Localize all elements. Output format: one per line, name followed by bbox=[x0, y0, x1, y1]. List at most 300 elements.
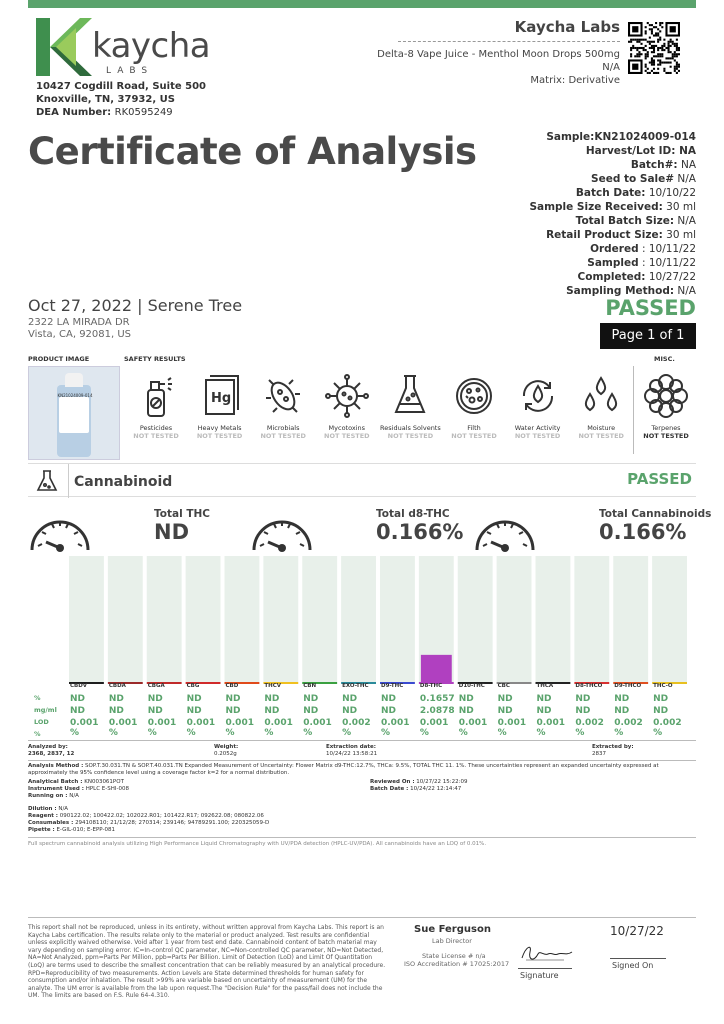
signer-license: State License # n/a ISO Accreditation # 17025:2017 bbox=[404, 952, 510, 968]
qr-module bbox=[657, 72, 659, 74]
qr-module bbox=[663, 49, 665, 51]
qr-module bbox=[653, 51, 655, 53]
safety-test-moisture bbox=[569, 366, 633, 454]
qr-module bbox=[663, 39, 665, 41]
sample-info-row: Batch Date: 10/10/22 bbox=[575, 187, 696, 199]
qr-module bbox=[676, 43, 678, 45]
pipette: Pipette : E-GIL-010; E-EPP-081 bbox=[28, 827, 115, 833]
signer-title: Lab Director bbox=[432, 937, 472, 945]
qr-module bbox=[661, 53, 663, 55]
reviewed-on: Reviewed On : 10/27/22 15:22:09 bbox=[370, 779, 468, 785]
qr-module bbox=[676, 66, 678, 68]
gauge-icon bbox=[28, 508, 92, 558]
qr-module bbox=[674, 45, 676, 47]
footer-divider bbox=[28, 917, 696, 918]
analyte-label: THC-O bbox=[653, 683, 673, 689]
qr-module bbox=[661, 26, 663, 28]
value-percent: ND bbox=[342, 694, 358, 704]
qr-module bbox=[640, 43, 642, 45]
qr-module bbox=[645, 30, 647, 32]
qr-module bbox=[638, 51, 640, 53]
qr-module bbox=[678, 64, 680, 66]
qr-module bbox=[674, 68, 676, 70]
value-lod-unit: % bbox=[108, 728, 118, 738]
kaycha-logo-mark-icon bbox=[36, 18, 92, 76]
overall-status-badge: PASSED bbox=[605, 296, 696, 320]
qr-module bbox=[630, 39, 632, 41]
qr-module bbox=[672, 55, 674, 57]
qr-module bbox=[651, 32, 653, 34]
value-percent: ND bbox=[147, 694, 163, 704]
qr-module bbox=[653, 55, 655, 57]
qr-module bbox=[651, 45, 653, 47]
qr-module bbox=[643, 47, 645, 49]
qr-module bbox=[657, 55, 659, 57]
value-mg-ml: ND bbox=[653, 706, 669, 716]
qr-module bbox=[634, 39, 636, 41]
sample-info-row: Sample:KN21024009-014 bbox=[546, 131, 696, 143]
value-lod-unit: % bbox=[653, 728, 663, 738]
value-mg-ml: ND bbox=[108, 706, 124, 716]
qr-module bbox=[655, 34, 657, 36]
qr-module bbox=[651, 28, 653, 30]
value-lod: 0.001 bbox=[419, 718, 449, 728]
safety-test-microbials bbox=[251, 366, 315, 454]
qr-module bbox=[636, 55, 638, 57]
signature-line bbox=[518, 968, 572, 969]
row-label-percent: % bbox=[34, 694, 41, 702]
qr-module bbox=[674, 70, 676, 72]
qr-module bbox=[676, 39, 678, 41]
qr-module bbox=[655, 45, 657, 47]
value-lod: 0.001 bbox=[108, 718, 138, 728]
bar-background bbox=[69, 556, 104, 682]
safety-results-label: SAFETY RESULTS bbox=[124, 355, 186, 363]
qr-module bbox=[672, 43, 674, 45]
bar-background bbox=[613, 556, 648, 682]
value-percent: ND bbox=[497, 694, 513, 704]
qr-module bbox=[670, 39, 672, 41]
qr-module bbox=[630, 53, 632, 55]
qr-module bbox=[645, 45, 647, 47]
qr-module bbox=[649, 28, 651, 30]
qr-module bbox=[645, 49, 647, 51]
value-percent: ND bbox=[536, 694, 552, 704]
qr-module bbox=[645, 55, 647, 57]
qr-module bbox=[659, 39, 661, 41]
lab-name: Kaycha Labs bbox=[514, 18, 620, 36]
qr-module bbox=[665, 57, 667, 59]
safety-test-status: NOT TESTED bbox=[451, 432, 497, 440]
qr-module bbox=[653, 45, 655, 47]
safety-test-name: Mycotoxins bbox=[328, 424, 366, 432]
bar-background bbox=[341, 556, 376, 682]
qr-module bbox=[668, 49, 670, 51]
value-lod: 0.001 bbox=[303, 718, 332, 728]
value-percent: 0.1657 bbox=[419, 694, 455, 704]
qr-module bbox=[638, 55, 640, 57]
qr-finder bbox=[632, 26, 638, 32]
total-value: 0.166% bbox=[599, 520, 687, 544]
qr-module bbox=[657, 47, 659, 49]
value-lod: 0.002 bbox=[614, 718, 643, 728]
qr-module bbox=[668, 62, 670, 64]
qr-module bbox=[668, 41, 670, 43]
address-line-2: Knoxville, TN, 37932, US bbox=[36, 94, 175, 105]
qr-module bbox=[659, 37, 661, 39]
qr-module bbox=[678, 53, 680, 55]
product-image-label: PRODUCT IMAGE bbox=[28, 355, 90, 363]
analyte-label: D9-THCO bbox=[614, 683, 642, 689]
total-label: Total Cannabinoids bbox=[599, 508, 712, 520]
value-lod: 0.001 bbox=[458, 718, 488, 728]
qr-module bbox=[659, 53, 661, 55]
qr-module bbox=[676, 68, 678, 70]
qr-module bbox=[655, 22, 657, 24]
safety-test-name: Filth bbox=[467, 424, 481, 432]
value-lod: 0.001 bbox=[186, 718, 216, 728]
total-label: Total THC bbox=[154, 508, 210, 520]
qr-module bbox=[668, 47, 670, 49]
analyte-label: D9-THC bbox=[381, 683, 404, 689]
qr-module bbox=[643, 39, 645, 41]
qr-module bbox=[661, 55, 663, 57]
qr-module bbox=[670, 66, 672, 68]
qr-module bbox=[663, 45, 665, 47]
qr-module bbox=[674, 55, 676, 57]
bar-background bbox=[497, 556, 532, 682]
misc-label: MISC. bbox=[654, 355, 675, 363]
qr-module bbox=[659, 24, 661, 26]
safety-test-status: NOT TESTED bbox=[324, 432, 370, 440]
qr-module bbox=[645, 26, 647, 28]
spray-bottle-icon bbox=[134, 372, 178, 420]
qr-module bbox=[645, 39, 647, 41]
value-mg-ml: ND bbox=[575, 706, 591, 716]
logo-wordmark: kaycha bbox=[92, 26, 211, 66]
cannabinoid-bar-chart bbox=[68, 556, 690, 684]
qr-module bbox=[647, 68, 649, 70]
value-mg-ml: ND bbox=[186, 706, 202, 716]
total-value: 0.166% bbox=[376, 520, 464, 544]
analysis-method: Analysis Method : SOP.T.30.031.TN & SOP.T.40.031.TN Expanded Measurement of Uncertainty: Flower Matrix d9-THC:12.7%, THCa: 9.5%, TOTAL THC 11. 1%. These uncertainties represent an expanded uncertainty expressed at approximately the 95% confidence level using a coverage factor k=2 for a normal distribution. bbox=[28, 763, 659, 776]
qr-module bbox=[659, 64, 661, 66]
lab-name-divider bbox=[398, 41, 620, 42]
reagent: Reagent : 090122.02; 100422.02; 102022.R01; 101422.R17; 092622.08; 080822.06 bbox=[28, 813, 264, 819]
cannabinoid-header bbox=[28, 463, 696, 497]
qr-module bbox=[661, 47, 663, 49]
qr-module bbox=[665, 72, 667, 74]
row-label-mgml: mg/ml bbox=[34, 706, 57, 714]
bar-background bbox=[108, 556, 143, 682]
qr-module bbox=[645, 70, 647, 72]
heavy-metals-icon bbox=[198, 372, 242, 420]
value-lod-unit: % bbox=[342, 728, 352, 738]
safety-test-mycotoxins bbox=[315, 366, 379, 454]
qr-module bbox=[651, 30, 653, 32]
qr-module bbox=[653, 68, 655, 70]
qr-module bbox=[645, 32, 647, 34]
value-lod: 0.001 bbox=[70, 718, 99, 728]
flask-icon bbox=[34, 468, 60, 494]
consumables: Consumables : 294108110; 21/12/28; 270314; 239146; 94789291.100; 220325059-D bbox=[28, 820, 270, 826]
qr-module bbox=[643, 49, 645, 51]
analyte-label: CBGA bbox=[147, 683, 165, 689]
logo-subtext: LABS bbox=[106, 66, 154, 76]
analyte-label: D10-THC bbox=[458, 683, 485, 689]
qr-module bbox=[645, 57, 647, 59]
qr-module bbox=[645, 66, 647, 68]
value-lod-unit: % bbox=[70, 728, 80, 738]
bar-background bbox=[652, 556, 687, 682]
qr-code-icon[interactable] bbox=[628, 22, 680, 74]
qr-module bbox=[657, 53, 659, 55]
qr-module bbox=[649, 43, 651, 45]
qr-module bbox=[649, 37, 651, 39]
qr-module bbox=[636, 49, 638, 51]
qr-module bbox=[655, 32, 657, 34]
qr-module bbox=[665, 62, 667, 64]
safety-test-status: NOT TESTED bbox=[260, 432, 306, 440]
value-lod-unit: % bbox=[614, 728, 624, 738]
running-on: Running on : N/A bbox=[28, 793, 79, 799]
flower-icon bbox=[644, 372, 688, 420]
analytical-batch: Analytical Batch : KN003061POT bbox=[28, 779, 124, 785]
value-percent: ND bbox=[381, 694, 397, 704]
qr-module bbox=[668, 45, 670, 47]
qr-module bbox=[647, 55, 649, 57]
qr-module bbox=[674, 53, 676, 55]
qr-module bbox=[657, 49, 659, 51]
safety-test-status: NOT TESTED bbox=[196, 432, 243, 440]
signed-on-line bbox=[610, 958, 666, 959]
value-lod: 0.001 bbox=[536, 718, 565, 728]
qr-module bbox=[638, 47, 640, 49]
value-percent: ND bbox=[653, 694, 669, 704]
total-value: ND bbox=[154, 520, 190, 544]
qr-module bbox=[676, 53, 678, 55]
product-image-sample-id: KN21024009-014 bbox=[57, 393, 93, 398]
value-lod-unit: % bbox=[497, 728, 507, 738]
sample-info-row: Harvest/Lot ID: NA bbox=[585, 145, 696, 157]
qr-module bbox=[636, 41, 638, 43]
qr-module bbox=[651, 59, 653, 61]
qr-module bbox=[655, 26, 657, 28]
product-info bbox=[377, 48, 620, 87]
sample-info bbox=[529, 130, 696, 298]
full-spectrum-note: Full spectrum cannabinoid analysis utilizing High Performance Liquid Chromatography with UV/PDA detection (HPLC-UV/PDA). All cannabinoids have an LOQ of 0.01%. bbox=[28, 841, 487, 847]
bar-background bbox=[536, 556, 571, 682]
analyte-label: CBG bbox=[186, 683, 200, 689]
qr-module bbox=[649, 62, 651, 64]
value-lod: 0.001 bbox=[264, 718, 293, 728]
extracted-by: Extracted by: 2837 bbox=[592, 744, 634, 757]
value-lod-unit: % bbox=[264, 728, 274, 738]
signed-date: 10/27/22 bbox=[610, 924, 664, 938]
value-percent: ND bbox=[614, 694, 630, 704]
analyte-label: CBDA bbox=[108, 683, 126, 689]
qr-module bbox=[670, 51, 672, 53]
qr-module bbox=[657, 64, 659, 66]
qr-module bbox=[674, 59, 676, 61]
divider bbox=[28, 837, 696, 838]
value-lod-unit: % bbox=[303, 728, 313, 738]
qr-module bbox=[653, 47, 655, 49]
signature-image bbox=[518, 940, 580, 966]
value-percent: ND bbox=[575, 694, 591, 704]
kaycha-logo bbox=[36, 18, 211, 78]
qr-module bbox=[640, 53, 642, 55]
safety-test-pesticides bbox=[124, 366, 188, 454]
virus-icon bbox=[325, 372, 369, 420]
value-mg-ml: ND bbox=[147, 706, 163, 716]
value-mg-ml: 2.0878 bbox=[419, 706, 455, 716]
bar-background bbox=[263, 556, 298, 682]
qr-module bbox=[678, 49, 680, 51]
qr-module bbox=[663, 68, 665, 70]
qr-module bbox=[653, 59, 655, 61]
qr-module bbox=[657, 28, 659, 30]
qr-module bbox=[638, 39, 640, 41]
qr-module bbox=[657, 59, 659, 61]
qr-module bbox=[630, 49, 632, 51]
value-percent: ND bbox=[264, 694, 280, 704]
qr-module bbox=[651, 57, 653, 59]
qr-module bbox=[659, 22, 661, 24]
sample-info-row: Sampling Method: N/A bbox=[566, 285, 696, 297]
value-mg-ml: ND bbox=[264, 706, 280, 716]
value-lod-unit: % bbox=[225, 728, 235, 738]
safety-test-status: NOT TESTED bbox=[514, 432, 561, 440]
qr-module bbox=[676, 45, 678, 47]
qr-module bbox=[657, 68, 659, 70]
bar-background bbox=[574, 556, 609, 682]
qr-module bbox=[653, 34, 655, 36]
safety-test-name: Microbials bbox=[266, 424, 300, 432]
row-label-lod-unit: % bbox=[34, 730, 41, 738]
qr-module bbox=[640, 39, 642, 41]
value-mg-ml: ND bbox=[303, 706, 319, 716]
qr-module bbox=[630, 47, 632, 49]
cannabinoid-divider bbox=[68, 464, 69, 498]
safety-test-status: NOT TESTED bbox=[133, 432, 179, 440]
petri-dish-icon bbox=[452, 372, 496, 420]
signature-label: Signature bbox=[520, 971, 559, 980]
qr-module bbox=[674, 66, 676, 68]
product-name: Delta-8 Vape Juice - Menthol Moon Drops 500mg bbox=[377, 49, 620, 60]
weight: Weight: 0.2052g bbox=[214, 744, 239, 757]
gauge-icon bbox=[473, 508, 537, 558]
safety-test-name: Pesticides bbox=[139, 424, 173, 432]
client-address bbox=[28, 317, 131, 341]
bar-d8-thc bbox=[421, 655, 452, 682]
qr-module bbox=[661, 62, 663, 64]
analyzed-by: Analyzed by: 2368, 2837, 12 bbox=[28, 744, 75, 757]
safety-results bbox=[124, 366, 634, 454]
qr-finder bbox=[632, 64, 638, 70]
value-lod-unit: % bbox=[458, 728, 468, 738]
value-mg-ml: ND bbox=[342, 706, 358, 716]
qr-module bbox=[659, 30, 661, 32]
qr-module bbox=[668, 43, 670, 45]
value-lod: 0.001 bbox=[147, 718, 177, 728]
qr-module bbox=[634, 55, 636, 57]
value-mg-ml: ND bbox=[225, 706, 241, 716]
page-indicator: Page 1 of 1 bbox=[600, 323, 696, 349]
qr-module bbox=[653, 26, 655, 28]
analyte-label: THCV bbox=[264, 683, 282, 689]
qr-module bbox=[653, 64, 655, 66]
bar-background bbox=[380, 556, 415, 682]
value-lod: 0.002 bbox=[653, 718, 682, 728]
terpenes-name: Terpenes bbox=[651, 424, 681, 432]
value-mg-ml: ND bbox=[70, 706, 86, 716]
terpenes-cell bbox=[636, 366, 696, 454]
qr-module bbox=[668, 51, 670, 53]
sample-info-row: Completed: 10/27/22 bbox=[577, 271, 696, 283]
value-lod: 0.001 bbox=[225, 718, 254, 728]
qr-module bbox=[655, 55, 657, 57]
microbe-icon bbox=[261, 372, 305, 420]
value-percent: ND bbox=[108, 694, 124, 704]
qr-module bbox=[665, 47, 667, 49]
value-lod: 0.001 bbox=[381, 718, 410, 728]
bar-background bbox=[302, 556, 337, 682]
qr-module bbox=[630, 55, 632, 57]
qr-module bbox=[670, 41, 672, 43]
divider bbox=[28, 760, 696, 761]
qr-module bbox=[653, 72, 655, 74]
qr-module bbox=[676, 55, 678, 57]
batch-date: Batch Date : 10/24/22 12:14:47 bbox=[370, 786, 462, 792]
gauge-icon bbox=[250, 508, 314, 558]
safety-test-name: Residuals Solvents bbox=[380, 424, 441, 432]
qr-module bbox=[670, 72, 672, 74]
client-date-line: Oct 27, 2022 | Serene Tree bbox=[28, 296, 243, 315]
analyte-label: CBN bbox=[303, 683, 317, 689]
signed-on-label: Signed On bbox=[612, 961, 654, 970]
qr-module bbox=[657, 39, 659, 41]
qr-module bbox=[634, 47, 636, 49]
safety-test-name: Moisture bbox=[587, 424, 616, 432]
qr-module bbox=[668, 57, 670, 59]
water-cycle-icon bbox=[516, 372, 560, 420]
qr-module bbox=[651, 62, 653, 64]
page-title: Certificate of Analysis bbox=[28, 130, 477, 173]
sample-info-row: Seed to Sale# N/A bbox=[591, 173, 696, 185]
qr-module bbox=[676, 62, 678, 64]
value-lod-unit: % bbox=[381, 728, 391, 738]
qr-module bbox=[663, 70, 665, 72]
value-lod-unit: % bbox=[575, 728, 585, 738]
bar-background bbox=[147, 556, 182, 682]
qr-module bbox=[659, 55, 661, 57]
qr-module bbox=[670, 62, 672, 64]
qr-module bbox=[645, 53, 647, 55]
qr-module bbox=[651, 41, 653, 43]
qr-module bbox=[676, 47, 678, 49]
qr-module bbox=[657, 34, 659, 36]
qr-module bbox=[651, 24, 653, 26]
value-percent: ND bbox=[186, 694, 202, 704]
qr-module bbox=[649, 41, 651, 43]
value-mg-ml: ND bbox=[458, 706, 474, 716]
qr-module bbox=[678, 66, 680, 68]
address-line-1: 10427 Cogdill Road, Suite 500 bbox=[36, 81, 206, 92]
qr-module bbox=[678, 70, 680, 72]
bottle-cap bbox=[65, 373, 83, 387]
qr-module bbox=[672, 57, 674, 59]
